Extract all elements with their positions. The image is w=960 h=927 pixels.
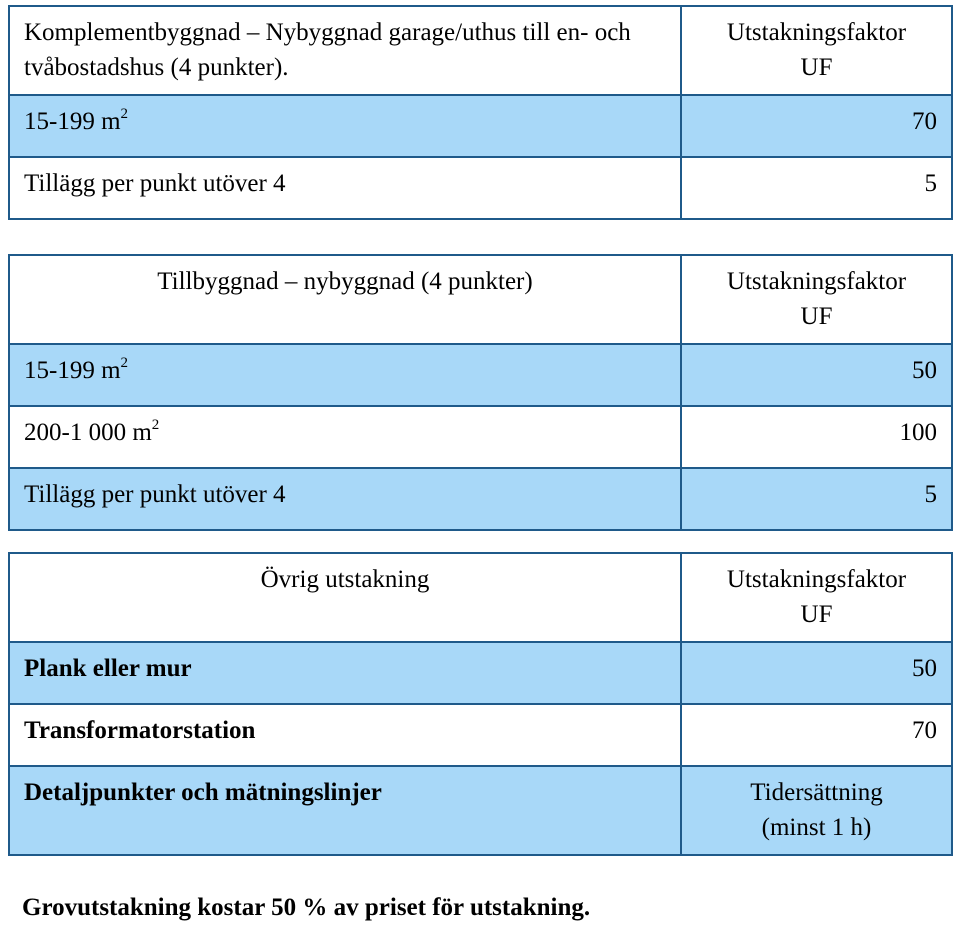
row-value <box>681 766 952 855</box>
header-factor-line1: Utstakningsfaktor <box>726 268 907 295</box>
table-header-row <box>9 553 952 642</box>
table-header-row <box>9 255 952 344</box>
row-label-superscript: 2 <box>120 355 129 371</box>
table-komplementbyggnad <box>8 5 953 220</box>
row-label: Transformatorstation <box>9 704 681 766</box>
row-label <box>9 95 681 157</box>
row-value: 50 <box>681 642 952 704</box>
table-header-factor <box>681 255 952 344</box>
table-row <box>9 766 952 855</box>
table-header-description: Komplementbyggnad – Nybyggnad garage/uthus till en- och tvåbostadshus (4 punkter). <box>9 6 681 95</box>
table-row <box>9 704 952 766</box>
row-label-text: 15-199 m <box>24 108 121 135</box>
header-factor-line1: Utstakningsfaktor <box>726 566 907 593</box>
row-label-superscript: 2 <box>151 417 160 433</box>
table-row <box>9 157 952 219</box>
table-header-row <box>9 6 952 95</box>
table-header-factor <box>681 553 952 642</box>
row-label-text: 200-1 000 m <box>24 419 152 446</box>
table-row <box>9 468 952 530</box>
header-factor-line1: Utstakningsfaktor <box>726 19 907 46</box>
table-header-factor <box>681 6 952 95</box>
table-row <box>9 406 952 468</box>
row-value: 5 <box>681 468 952 530</box>
row-label-text: 15-199 m <box>24 357 121 384</box>
table-header-description: Övrig utstakning <box>9 553 681 642</box>
header-factor-line2: UF <box>800 54 833 81</box>
row-value: 100 <box>681 406 952 468</box>
row-label <box>9 344 681 406</box>
row-label <box>9 406 681 468</box>
footer-note: Grovutstakning kostar 50 % av priset för utstakning. <box>22 894 591 921</box>
header-factor-line2: UF <box>800 601 833 628</box>
row-value: 70 <box>681 95 952 157</box>
table-ovrig-utstakning <box>8 552 953 856</box>
row-label: Detaljpunkter och mätningslinjer <box>9 766 681 855</box>
row-value-line1: Tidersättning <box>750 779 883 806</box>
table-tillbyggnad <box>8 254 953 531</box>
row-label: Tillägg per punkt utöver 4 <box>9 468 681 530</box>
row-label-superscript: 2 <box>120 106 129 122</box>
row-label: Tillägg per punkt utöver 4 <box>9 157 681 219</box>
row-label: Plank eller mur <box>9 642 681 704</box>
row-value-line2: (minst 1 h) <box>761 814 872 841</box>
table-header-description: Tillbyggnad – nybyggnad (4 punkter) <box>9 255 681 344</box>
header-factor-line2: UF <box>800 303 833 330</box>
table-row <box>9 642 952 704</box>
row-value: 50 <box>681 344 952 406</box>
table-row <box>9 95 952 157</box>
table-row <box>9 344 952 406</box>
row-value: 70 <box>681 704 952 766</box>
row-value: 5 <box>681 157 952 219</box>
